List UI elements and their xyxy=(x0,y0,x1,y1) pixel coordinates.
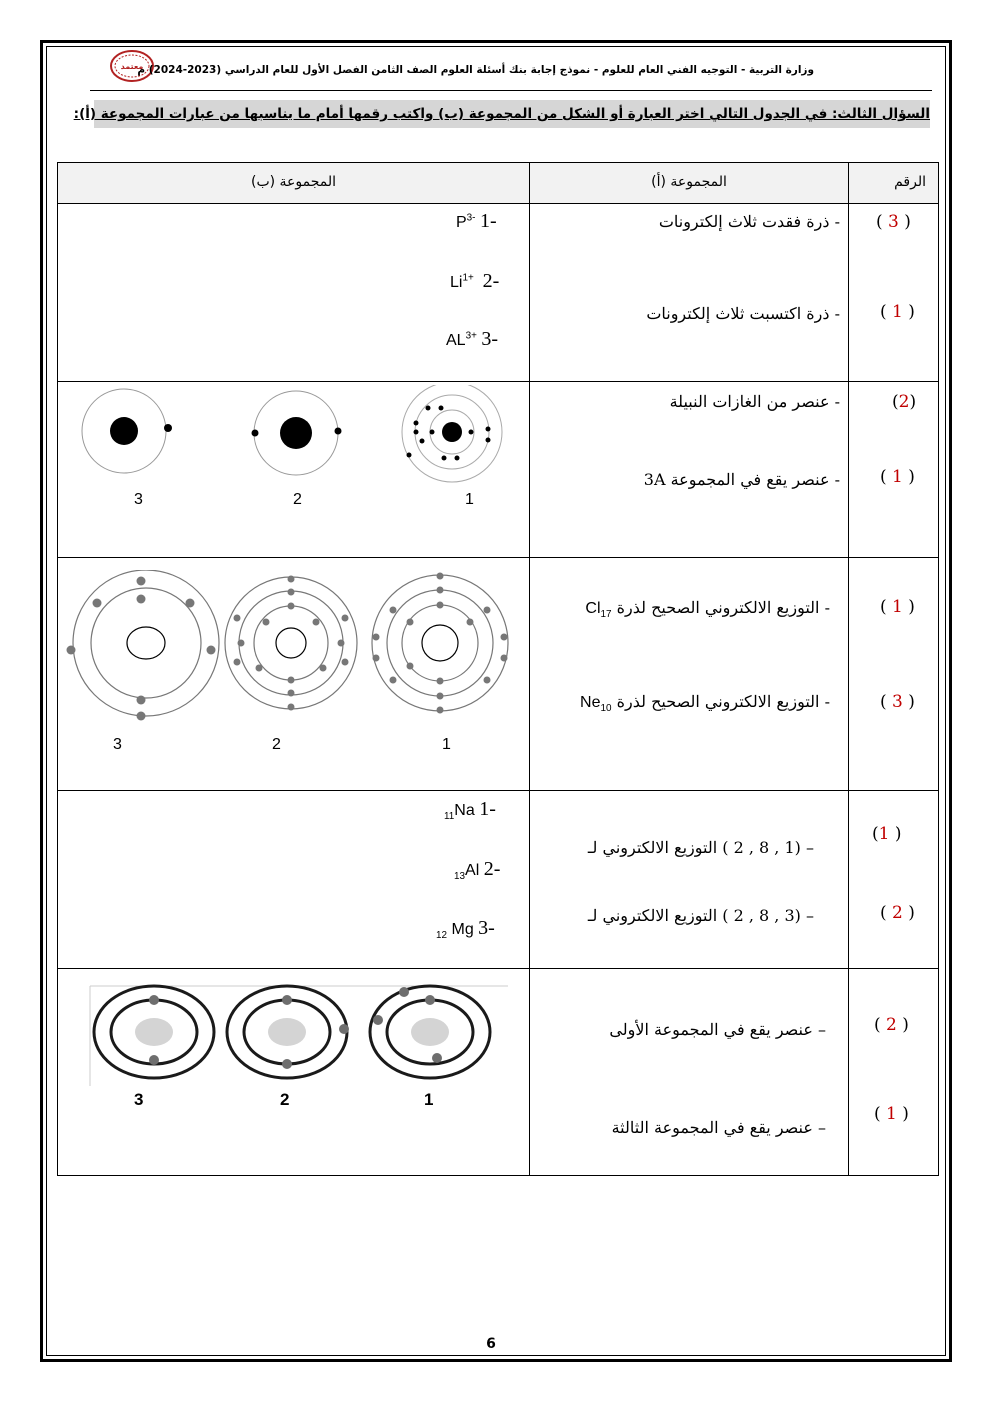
row2-atom-2 xyxy=(252,391,342,475)
logo-text: معتمد xyxy=(120,62,144,71)
row4-answer2: ( 2 ) xyxy=(880,903,915,923)
row2-item-a2: - عنصر يقع في المجموعة 3A xyxy=(643,470,840,489)
row1-b-item1: $P^{3-}$ 1- xyxy=(456,210,497,232)
header-group-b: المجموعة (ب) xyxy=(250,174,337,190)
row2-answer1: (2) xyxy=(892,392,917,412)
question-title: السؤال الثالث: في الجدول التالي اختر العبارة أو الشكل من المجموعة (ب) واكتب رقمها أمام ما يناسبها من عبارات المجموعة (أ): xyxy=(94,100,930,128)
row3-label-3: 3 xyxy=(113,736,122,753)
row2-item-a1: - عنصر من الغازات النبيلة xyxy=(669,392,840,411)
row5-answer1: ( 2 ) xyxy=(874,1015,909,1035)
row1-item-a2: - ذرة اكتسبت ثلاث إلكترونات xyxy=(646,304,840,323)
page-header: وزارة التربية - التوجيه الفني العام للعلوم - نموذج إجابة بنك أسئلة العلوم الصف الثامن الفصل الأول للعام الدراسي (2023-2024) م xyxy=(137,64,814,76)
row3-label-2: 2 xyxy=(272,736,281,753)
row5-label-1: 1 xyxy=(424,1090,434,1109)
row2-label-1: 1 xyxy=(465,491,474,508)
row5-label-3: 3 xyxy=(134,1090,144,1109)
row1-b-item2: $Li^{1+}$ 2- xyxy=(450,270,500,292)
row3-item-a2: - التوزيع الالكتروني الصحيح لذرة $Ne_{10}$ xyxy=(580,692,830,715)
row5-answer2: ( 1 ) xyxy=(874,1104,909,1124)
row5-item-a2: – عنصر يقع في المجموعة الثالثة xyxy=(611,1118,826,1137)
row2-label-3: 3 xyxy=(134,491,143,508)
row1-item-a1: - ذرة فقدت ثلاث إلكترونات xyxy=(658,212,840,231)
row4-item-a2: – (3 , 8 , 2 ) التوزيع الالكتروني لـ xyxy=(587,906,814,925)
row2-atom-3 xyxy=(82,389,172,473)
row4-item-a1: – (1 , 8 , 2 ) التوزيع الالكتروني لـ xyxy=(587,838,814,857)
row1-answer1: ( 3 ) xyxy=(876,212,911,232)
row3-atom-diagrams xyxy=(60,570,528,726)
row1-answer2: ( 1 ) xyxy=(880,302,915,322)
row2-atom-1 xyxy=(402,385,502,482)
row1-b-item3: $AL^{3+}$ 3- xyxy=(446,328,498,350)
row2-answer2: ( 1 ) xyxy=(880,467,915,487)
header-group-a: المجموعة (أ) xyxy=(651,174,727,190)
row2-label-2: 2 xyxy=(293,491,302,508)
row4-b-item2: $_{13}$Al 2- xyxy=(454,858,501,883)
row5-item-a1: – عنصر يقع في المجموعة الأولى xyxy=(609,1020,826,1039)
page-number: 6 xyxy=(486,1336,496,1352)
row4-b-item1: $_{11}$Na 1- xyxy=(444,798,496,823)
row3-label-1: 1 xyxy=(442,736,451,753)
row3-answer1: ( 1 ) xyxy=(880,597,915,617)
row3-item-a1: - التوزيع الالكتروني الصحيح لذرة $Cl_{17}$ xyxy=(585,598,830,621)
row5-atom-diagrams xyxy=(88,984,512,1086)
header-number: الرقم xyxy=(894,174,926,190)
row2-atom-diagrams xyxy=(60,385,528,485)
row5-label-2: 2 xyxy=(280,1090,290,1109)
row3-answer2: ( 3 ) xyxy=(880,692,915,712)
row4-b-item3: $_{12}$ Mg 3- xyxy=(436,917,495,942)
row4-answer1: (1 ) xyxy=(872,824,902,844)
